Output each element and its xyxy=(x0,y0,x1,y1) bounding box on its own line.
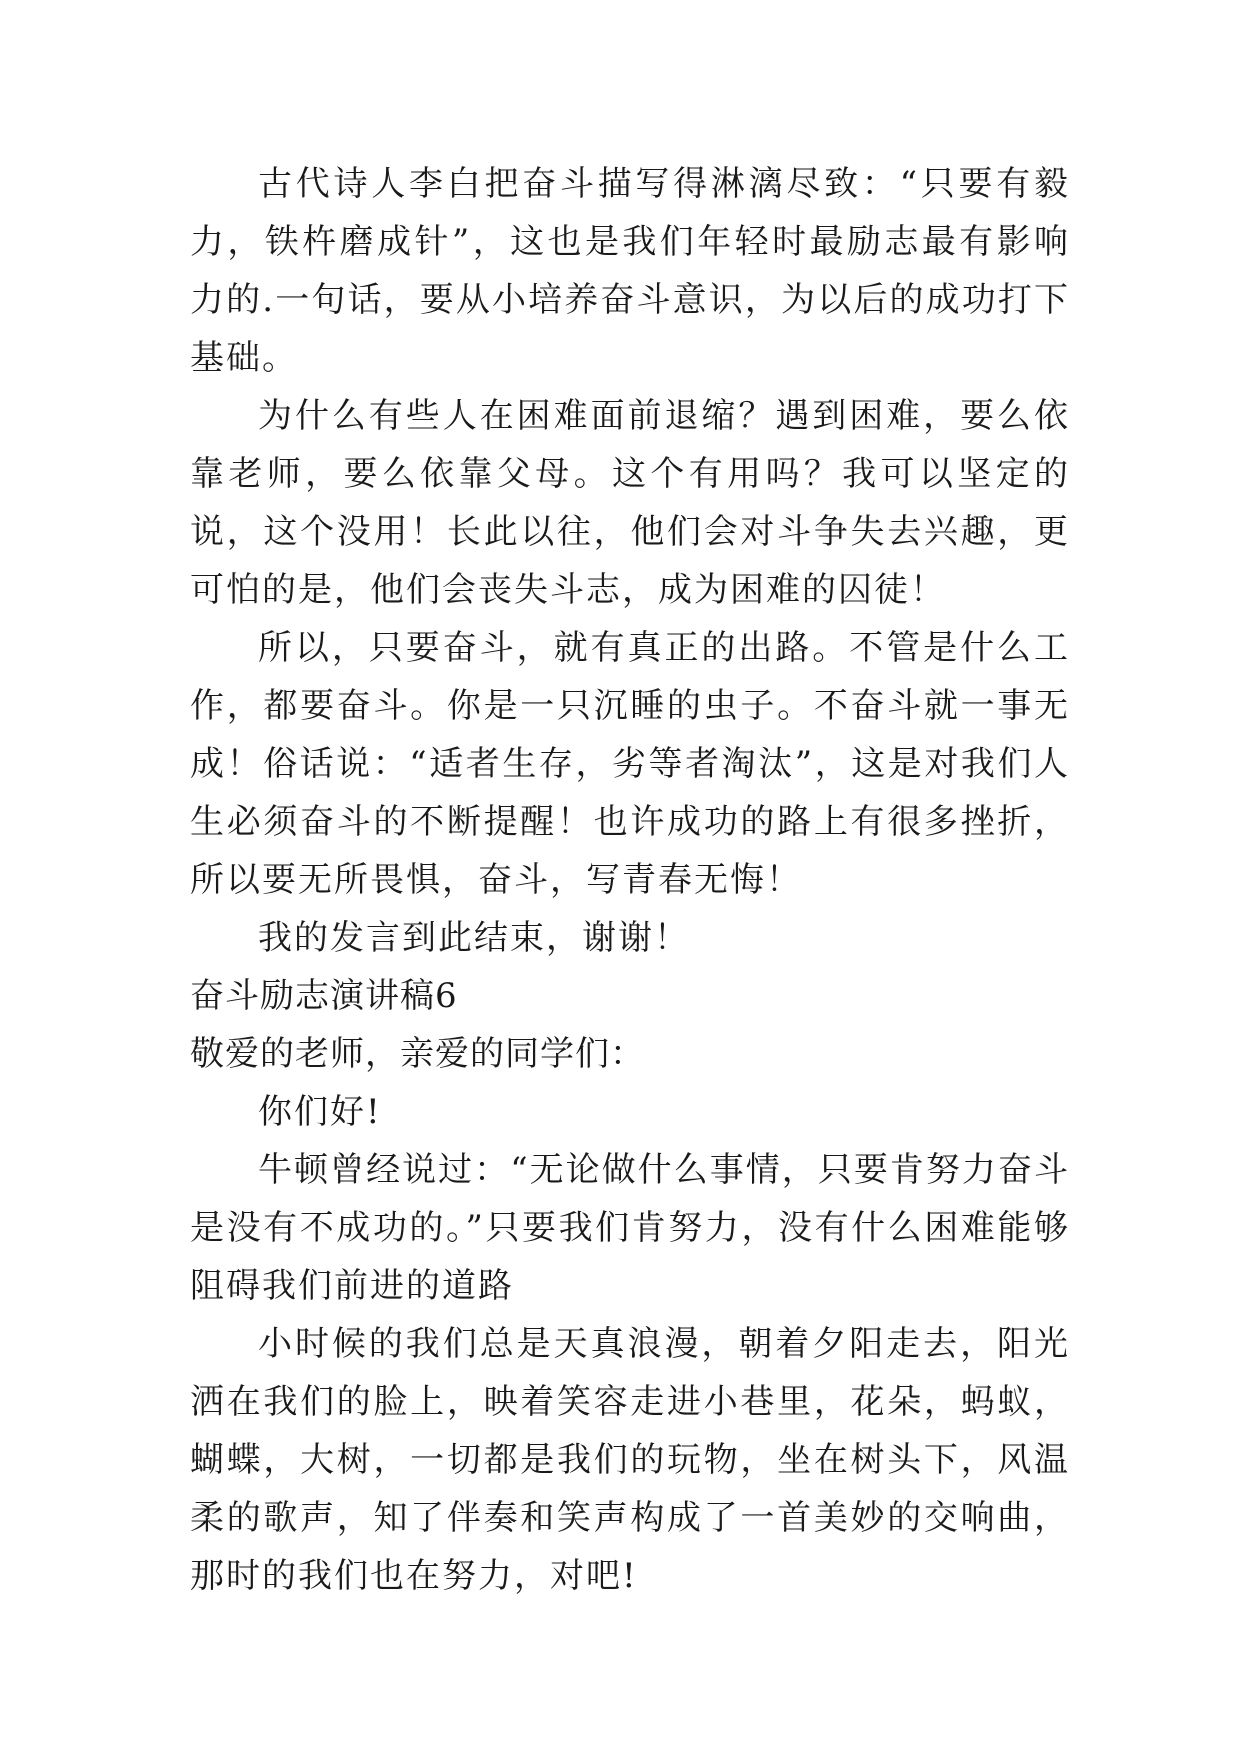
paragraph-childhood: 小时候的我们总是天真浪漫，朝着夕阳走去，阳光洒在我们的脸上，映着笑容走进小巷里，花朵，蚂蚁，蝴蝶，大树，一切都是我们的玩物，坐在树头下，风温柔的歌声，知了伴奏和笑声构成了一首美妙的交响曲，那时的我们也在努力，对吧! xyxy=(190,1324,1070,1596)
salutation: 敬爱的老师，亲爱的同学们： xyxy=(190,1034,645,1074)
paragraph-closing: 我的发言到此结束，谢谢！ xyxy=(258,918,690,958)
paragraph-retreat: 为什么有些人在困难面前退缩？遇到困难，要么依靠老师，要么依靠父母。这个有用吗？我可以坚定的说，这个没用！长此以往，他们会对斗争失去兴趣，更可怕的是，他们会丧失斗志，成为困难的囚徒！ xyxy=(190,396,1070,610)
paragraph-li-bai: 古代诗人李白把奋斗描写得淋漓尽致：“只要有毅力，铁杵磨成针”，这也是我们年轻时最励志最有影响力的.一句话，要从小培养奋斗意识，为以后的成功打下基础。 xyxy=(190,164,1070,378)
section-title: 奋斗励志演讲稿6 xyxy=(190,976,458,1016)
paragraph-struggle: 所以，只要奋斗，就有真正的出路。不管是什么工作，都要奋斗。你是一只沉睡的虫子。不奋斗就一事无成！俗话说：“适者生存，劣等者淘汰”，这是对我们人生必须奋斗的不断提醒！也许成功的路上有很多挫折，所以要无所畏惧，奋斗，写青春无悔！ xyxy=(190,628,1070,900)
paragraph-greeting: 你们好! xyxy=(258,1092,382,1132)
document-body xyxy=(190,155,1070,1605)
paragraph-newton: 牛顿曾经说过：“无论做什么事情，只要肯努力奋斗是没有不成功的。”只要我们肯努力，没有什么困难能够阻碍我们前进的道路 xyxy=(190,1150,1070,1306)
